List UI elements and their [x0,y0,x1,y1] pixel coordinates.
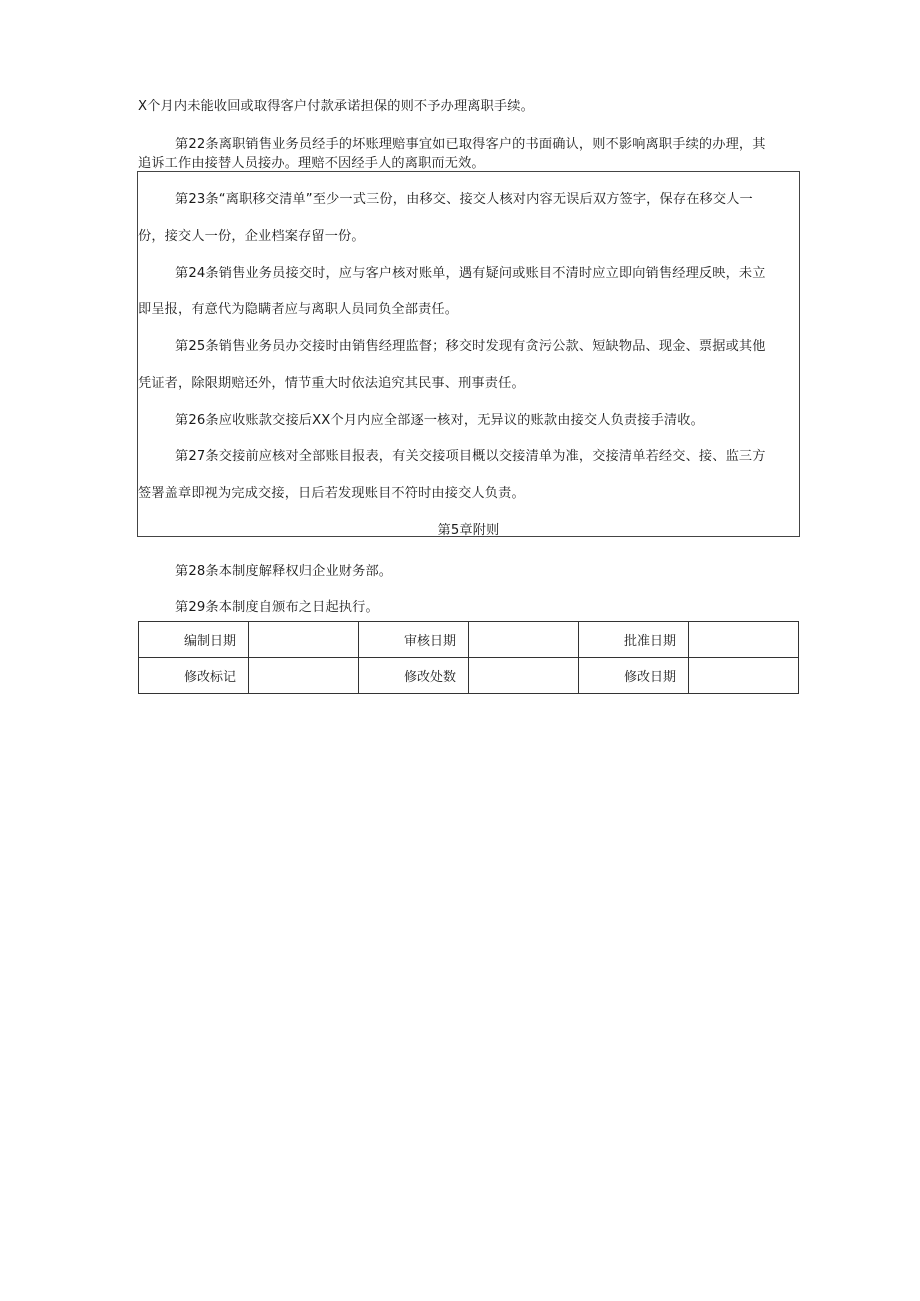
chapter-5-heading: 第5章附则 [437,523,500,538]
article-28: 第28条本制度解释权归企业财务部。 [175,564,393,579]
table-cell-label: 修改处数 [359,658,469,694]
article-26: 第26条应收账款交接后XX个月内应全部逐一核对，无异议的账款由接交人负责接手清收。 [175,413,704,428]
paragraph-overdue-receivables: X个月内未能收回或取得客户付款承诺担保的则不予办理离职手续。 [138,99,534,114]
article-25-line-2: 凭证者，除限期赔还外，情节重大时依法追究其民事、刑事责任。 [138,376,525,391]
table-row [139,622,799,658]
article-22-line-1: 第22条离职销售业务员经手的坏账理赔事宜如已取得客户的书面确认，则不影响离职手续的办理，其 [175,137,766,152]
table-row [139,658,799,694]
approval-table [138,621,799,694]
table-cell-value [249,622,359,658]
article-27-line-1: 第27条交接前应核对全部账目报表，有关交接项目概以交接清单为准，交接清单若经交、接、监三方 [175,449,766,464]
table-cell-value [689,658,799,694]
table-cell-value [249,658,359,694]
table-cell-value [469,658,579,694]
table-cell-value [469,622,579,658]
article-29: 第29条本制度自颁布之日起执行。 [175,600,379,615]
article-24-line-1: 第24条销售业务员接交时，应与客户核对账单，遇有疑问或账目不清时应立即向销售经理反映，未立 [175,266,766,281]
article-22-line-2: 追诉工作由接替人员接办。理赔不因经手人的离职而无效。 [138,156,485,171]
table-cell-label: 审核日期 [359,622,469,658]
table-cell-label: 编制日期 [139,622,249,658]
table-cell-label: 修改标记 [139,658,249,694]
article-23-line-1: 第23条“离职移交清单”至少一式三份，由移交、接交人核对内容无误后双方签字，保存在移交人一 [175,192,753,207]
article-27-line-2: 签署盖章即视为完成交接，日后若发现账目不符时由接交人负责。 [138,486,525,501]
table-cell-label: 批准日期 [579,622,689,658]
table-cell-label: 修改日期 [579,658,689,694]
article-25-line-1: 第25条销售业务员办交接时由销售经理监督；移交时发现有贪污公款、短缺物品、现金、票据或其他 [175,339,766,354]
article-24-line-2: 即呈报，有意代为隐瞒者应与离职人员同负全部责任。 [138,302,459,317]
table-cell-value [689,622,799,658]
article-23-line-2: 份，接交人一份，企业档案存留一份。 [138,229,365,244]
